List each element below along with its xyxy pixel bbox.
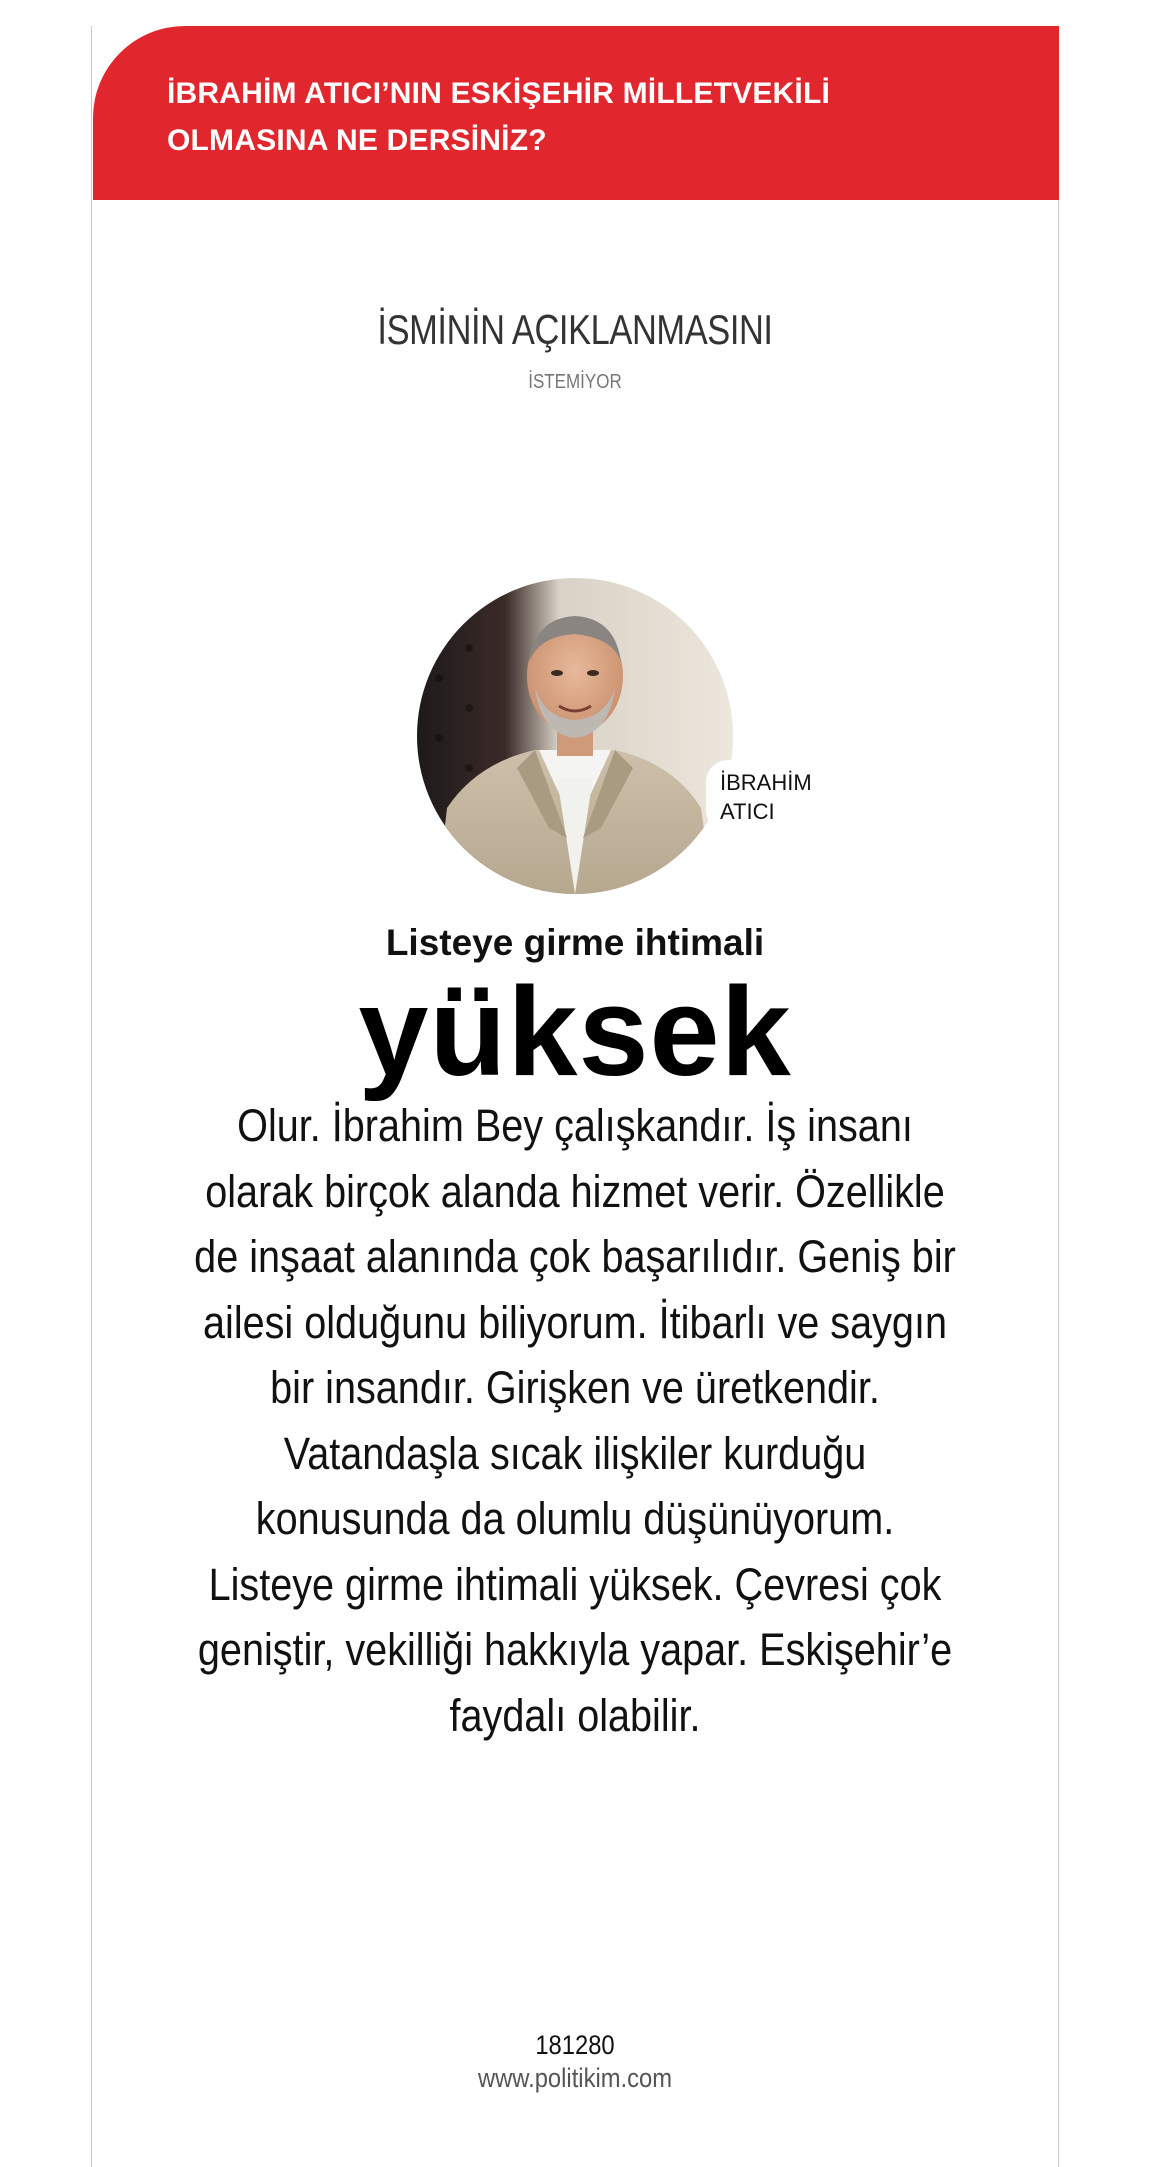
footer-id: 181280 [535,2030,615,2060]
answer-kicker: Listeye girme ihtimali [385,922,765,963]
header-banner [93,26,1059,200]
respondent-note: İSTEMİYOR [528,371,622,393]
answer-headline: yüksek [358,961,792,1102]
subject-name: İBRAHİM ATICI [720,770,812,824]
subject-name-tag [706,760,836,832]
footer-url[interactable]: www.politikim.com [477,2063,673,2093]
answer-body: Olur. İbrahim Bey çalışkandır. İş insanı olarak birçok alanda hizmet verir. Özellikle de inşaat alanında çok başarılıdır. Geniş bir ailesi olduğunu biliyorum. İtibarlı ve saygın bir insandır. Girişken ve üretkendir. Vatandaşla sıcak ilişkiler kurduğu konusunda da olumlu düşünüyorum. Listeye girme ihtimali yüksek. Çevresi çok geniştir, vekilliği hakkıyla yapar. Eskişehir’e faydalı olabilir. [194,1100,956,1741]
person-portrait-icon [417,578,733,894]
header-title: İBRAHİM ATICI’NIN ESKİŞEHİR MİLLETVEKİLİ OLMASINA NE DERSİNİZ? [167,77,831,157]
subject-photo [417,578,733,894]
respondent-name: İSMİNİN AÇIKLANMASINI [377,306,773,353]
